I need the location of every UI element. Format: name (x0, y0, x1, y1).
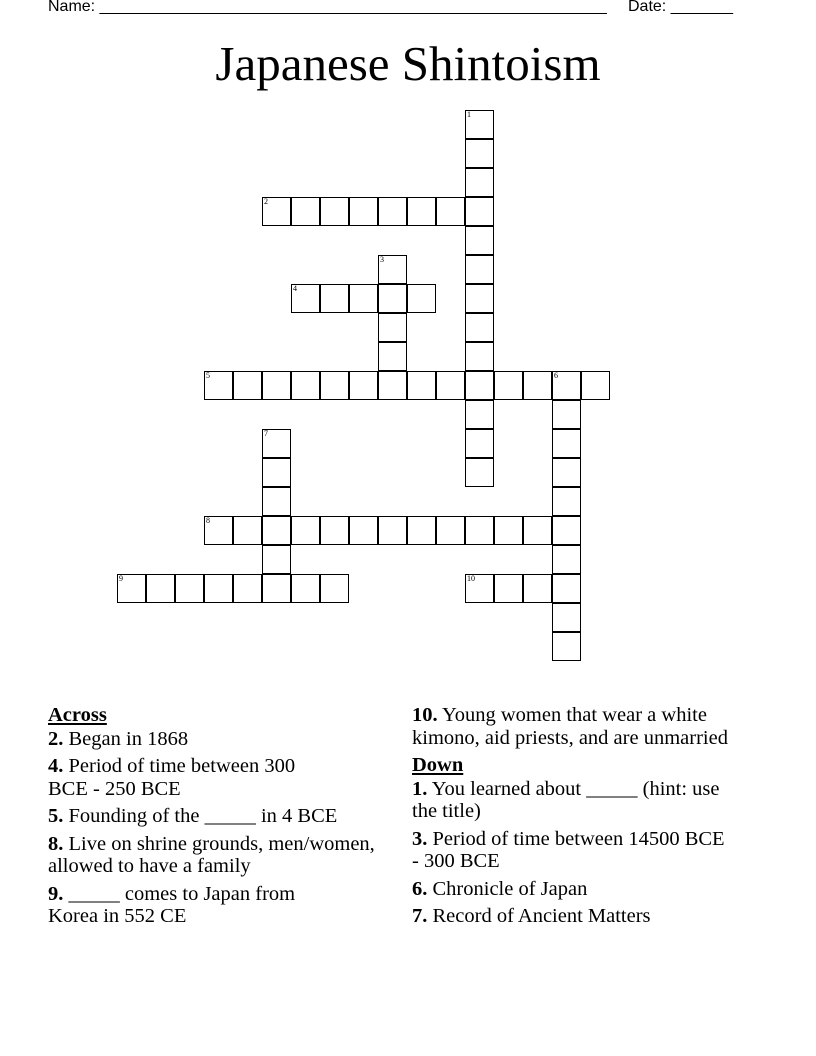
clues-right-column (412, 704, 777, 933)
grid-cell[interactable] (233, 574, 262, 603)
grid-cell[interactable] (552, 487, 581, 516)
grid-cell[interactable] (436, 371, 465, 400)
grid-cell[interactable] (552, 632, 581, 661)
grid-cell[interactable] (117, 574, 146, 603)
cell-number: 5 (206, 371, 210, 380)
clue-down-6: 6. Chronicle of Japan (412, 877, 588, 900)
date-field-label: Date: _______ (628, 0, 733, 15)
grid-cell[interactable] (320, 197, 349, 226)
cell-number: 9 (119, 574, 123, 583)
cell-number: 2 (264, 197, 268, 206)
grid-cell[interactable] (552, 574, 581, 603)
grid-cell[interactable] (262, 429, 291, 458)
grid-cell[interactable] (320, 371, 349, 400)
grid-cell[interactable] (378, 197, 407, 226)
grid-cell[interactable] (262, 458, 291, 487)
grid-cell[interactable] (233, 516, 262, 545)
clue-across-4: 4. Period of time between 300 BCE - 250 BCE (48, 755, 296, 800)
grid-cell[interactable] (204, 371, 233, 400)
grid-cell[interactable] (552, 603, 581, 632)
grid-cell[interactable] (552, 429, 581, 458)
grid-cell[interactable] (407, 371, 436, 400)
grid-cell[interactable] (320, 574, 349, 603)
grid-cell[interactable] (291, 516, 320, 545)
grid-cell[interactable] (465, 313, 494, 342)
grid-cell[interactable] (465, 371, 494, 400)
grid-cell[interactable] (407, 516, 436, 545)
grid-cell[interactable] (204, 516, 233, 545)
grid-cell[interactable] (291, 197, 320, 226)
grid-cell[interactable] (552, 458, 581, 487)
clue-across-10: 10. Young women that wear a white kimono, aid priests, and are unmarried (412, 704, 728, 749)
grid-cell[interactable] (465, 110, 494, 139)
grid-cell[interactable] (494, 516, 523, 545)
grid-cell[interactable] (407, 197, 436, 226)
cell-number: 7 (264, 429, 268, 438)
grid-cell[interactable] (262, 516, 291, 545)
grid-cell[interactable] (175, 574, 204, 603)
grid-cell[interactable] (465, 574, 494, 603)
grid-cell[interactable] (262, 545, 291, 574)
grid-cell[interactable] (465, 226, 494, 255)
grid-cell[interactable] (465, 197, 494, 226)
grid-cell[interactable] (465, 429, 494, 458)
clue-down-1: 1. You learned about _____ (hint: use the title) (412, 777, 720, 822)
grid-cell[interactable] (465, 342, 494, 371)
cell-number: 8 (206, 516, 210, 525)
down-heading: Down (412, 754, 464, 776)
grid-cell[interactable] (523, 574, 552, 603)
grid-cell[interactable] (320, 284, 349, 313)
name-field-label: Name: _________________________________________________________ (48, 0, 607, 15)
grid-cell[interactable] (465, 400, 494, 429)
clue-down-3: 3. Period of time between 14500 BCE - 300 BCE (412, 827, 725, 872)
grid-cell[interactable] (465, 284, 494, 313)
grid-cell[interactable] (436, 197, 465, 226)
grid-cell[interactable] (465, 458, 494, 487)
across-heading: Across (48, 704, 107, 726)
page-title: Japanese Shintoism (215, 36, 601, 91)
grid-cell[interactable] (494, 371, 523, 400)
grid-cell[interactable] (262, 197, 291, 226)
clues-left-column (48, 704, 408, 933)
grid-cell[interactable] (436, 516, 465, 545)
grid-cell[interactable] (552, 545, 581, 574)
clue-across-5: 5. Founding of the _____ in 4 BCE (48, 805, 338, 827)
grid-cell[interactable] (291, 284, 320, 313)
grid-cell[interactable] (262, 371, 291, 400)
grid-cell[interactable] (378, 516, 407, 545)
clue-down-7: 7. Record of Ancient Matters (412, 905, 651, 927)
grid-cell[interactable] (349, 284, 378, 313)
grid-cell[interactable] (465, 516, 494, 545)
grid-cell[interactable] (465, 255, 494, 284)
grid-cell[interactable] (552, 400, 581, 429)
grid-cell[interactable] (465, 168, 494, 197)
grid-cell[interactable] (349, 371, 378, 400)
grid-cell[interactable] (494, 574, 523, 603)
grid-cell[interactable] (523, 516, 552, 545)
grid-cell[interactable] (523, 371, 552, 400)
grid-cell[interactable] (291, 371, 320, 400)
grid-cell[interactable] (349, 197, 378, 226)
grid-cell[interactable] (320, 516, 349, 545)
grid-cell[interactable] (378, 371, 407, 400)
grid-cell[interactable] (407, 284, 436, 313)
grid-cell[interactable] (552, 516, 581, 545)
grid-cell[interactable] (291, 574, 320, 603)
grid-cell[interactable] (581, 371, 610, 400)
grid-cell[interactable] (378, 284, 407, 313)
cell-number: 4 (293, 284, 297, 293)
clue-across-2: 2. Began in 1868 (48, 727, 189, 750)
grid-cell[interactable] (378, 255, 407, 284)
grid-cell[interactable] (262, 574, 291, 603)
grid-cell[interactable] (204, 574, 233, 603)
grid-cell[interactable] (349, 516, 378, 545)
clue-across-9: 9. _____ comes to Japan from Korea in 552 CE (48, 882, 296, 927)
cell-number: 6 (554, 371, 558, 380)
grid-cell[interactable] (378, 313, 407, 342)
clue-across-8: 8. Live on shrine grounds, men/women, allowed to have a family (48, 832, 375, 877)
grid-cell[interactable] (233, 371, 262, 400)
grid-cell[interactable] (378, 342, 407, 371)
cell-number: 1 (467, 110, 471, 119)
grid-cell[interactable] (552, 371, 581, 400)
cell-number: 3 (380, 255, 384, 264)
grid-cell[interactable] (262, 487, 291, 516)
grid-cell[interactable] (465, 139, 494, 168)
cell-number: 10 (467, 574, 475, 583)
grid-cell[interactable] (146, 574, 175, 603)
